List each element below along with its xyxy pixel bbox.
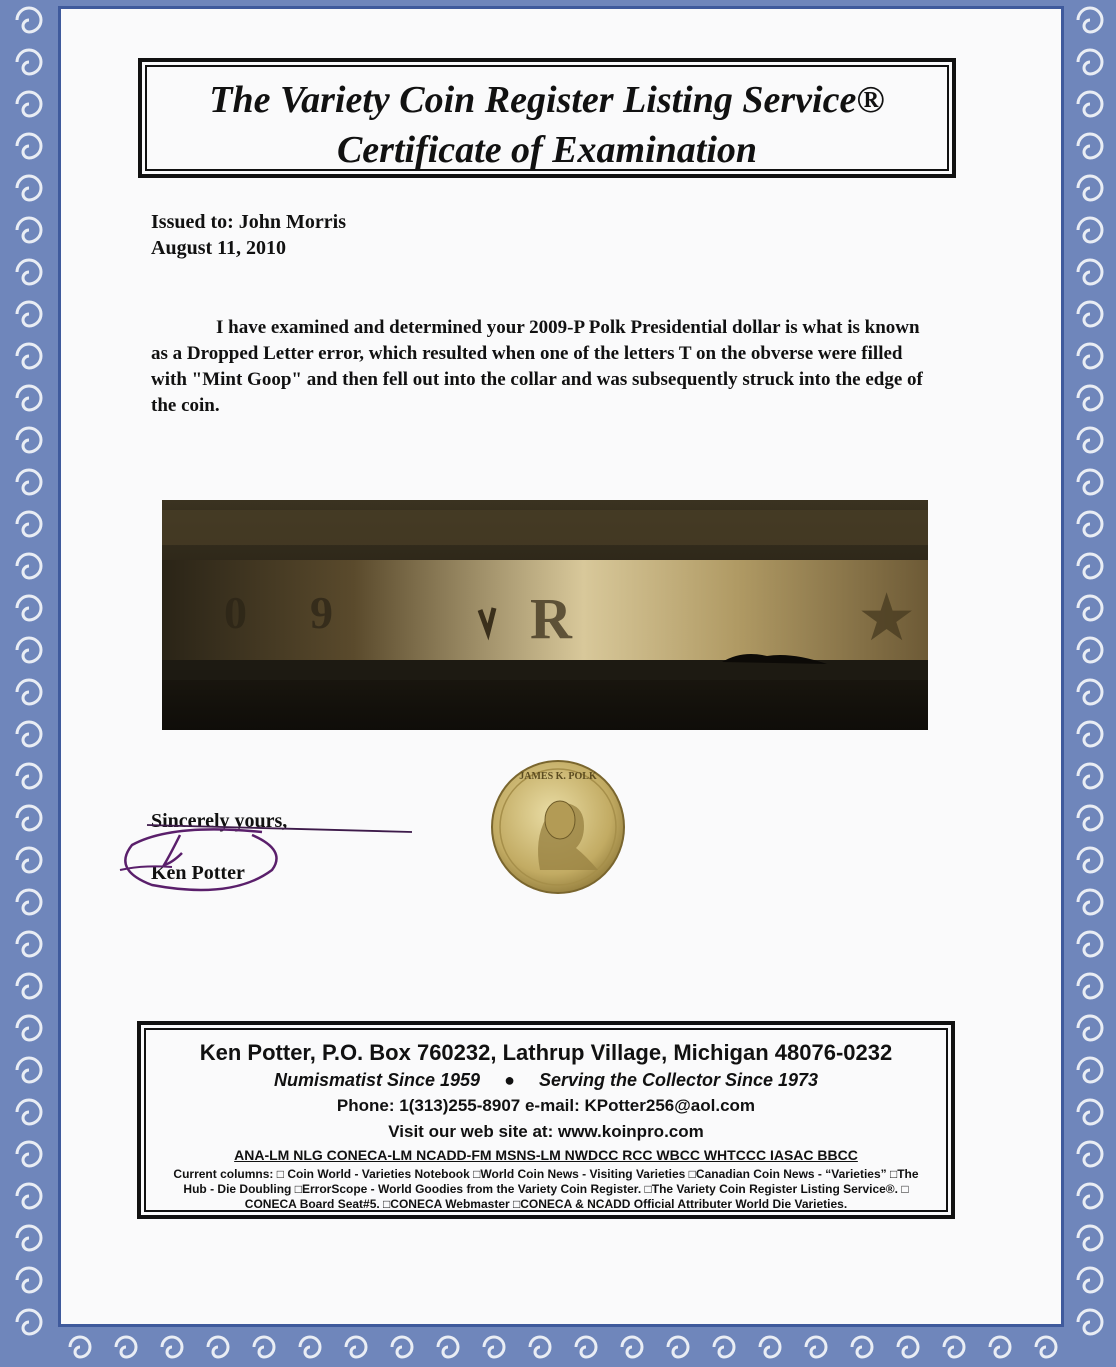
issued-block [151,209,346,261]
signer-name: Ken Potter [151,862,245,884]
current-columns: Current columns: □ Coin World - Varieties Notebook □World Coin News - Visiting Varieties □Canadian Coin News - “Varieties” □The Hub - Die Doubling □ErrorScope - World Goodies from the Variety Coin Register. □The Variety Coin Register Listing Service®. □ CONECA Board Seat#5. □CONECA Webmaster □CONECA & NCADD Official Attributer World Die Varieties. [173,1167,919,1211]
contact-info-box [137,1021,955,1219]
organization-memberships: ANA-LM NLG CONECA-LM NCADD-FM MSNS-LM NWDCC RCC WBCC WHTCCC IASAC BBCC [234,1147,858,1163]
coin-edge-photo-graphic [162,500,928,730]
examination-paragraph: I have examined and determined your 2009-P Polk Presidential dollar is what is known as a Dropped Letter error, which resulted when one of the letters T on the obverse were filled with "Mint Goop" and then fell out into the collar and was subsequently struck into the edge of the coin. [151,317,923,416]
edge-star: ★ [857,579,917,656]
edge-letter-0: 0 [224,587,247,638]
bullet-icon: ● [504,1070,515,1090]
coin-graphic [490,758,626,896]
tagline-serving: Serving the Collector Since 1973 [538,1070,819,1090]
presidential-dollar-coin [490,758,626,896]
certificate-subtitle: Certificate of Examination [336,129,758,171]
handwritten-signature [112,815,422,900]
edge-letter-r: R [530,586,572,651]
coin-edge-photo [162,500,928,730]
issued-date: August 11, 2010 [151,237,287,259]
taglines [146,1067,946,1093]
title-box [138,58,956,178]
certificate-title: The Variety Coin Register Listing Service® [209,79,885,121]
edge-letter-9: 9 [310,587,333,638]
coin-legend: JAMES K. POLK [519,771,597,782]
contact-website: Visit our web site at: www.koinpro.com [388,1122,704,1141]
tagline-numismatist: Numismatist Since 1959 [273,1070,481,1090]
title-inner-frame [145,65,949,171]
contact-phone-email: Phone: 1(313)255-8907 e-mail: KPotter256@aol.com [336,1096,756,1115]
closing-salutation: Sincerely yours, [151,810,288,832]
contact-info-inner [144,1028,948,1212]
contact-address: Ken Potter, P.O. Box 760232, Lathrup Village, Michigan 48076-0232 [199,1040,893,1065]
issued-to: Issued to: John Morris [151,211,347,233]
